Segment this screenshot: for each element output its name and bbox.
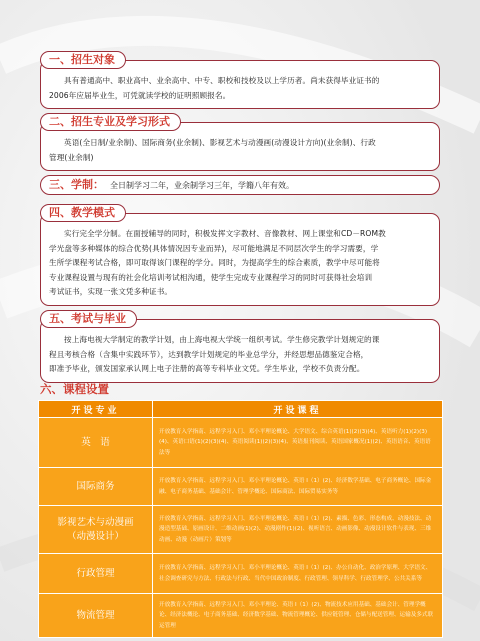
course-table — [38, 400, 443, 638]
text-line: 管理(业余制) — [49, 152, 94, 162]
text-line: 2006年应届毕业生，可凭就读学校的证明照顾报名。 — [49, 90, 231, 100]
course-list: 开放教育入学指南、远程学习入门、邓小平理论概论、英语 I（1）(2)、经济数学基础、电子商务概论、国际金融、电子商务基础、基础会计、管理学概论、国际商法、国际贸易实务等 — [153, 468, 443, 506]
section-exam-graduation — [40, 307, 440, 383]
course-list: 开放教育入学指南、远程学习入门、邓小平理论概论、英语 I（1）(2)、素描、色彩、形态构成、动漫技法、动漫造型基础、原画设计、二维动画(1)(2)、动漫剧作(1)(2)、视听语言、动画影像、动漫设计软件与表现、三维动画、动漫（动画片）策划等 — [153, 506, 443, 554]
course-list: 开放教育入学指南、远程学习入门、邓小平理论、英语 I（1）(2)、物流技术应用基础、基础会计、管理学概论、经济法概论、电子商务基础、经济数学基础、物流管理概论、供应链管理、仓储与配送管理、运输及多式联运管理 — [153, 594, 443, 638]
text-line: 程且考核合格（含集中实践环节），达到教学计划规定的毕业总学分，并经思想品德鉴定合格， — [49, 349, 369, 359]
major-name: 物流管理 — [39, 594, 153, 638]
section-enrollment-target — [40, 48, 440, 109]
section-heading: 五、考试与毕业 — [40, 310, 137, 328]
text-line: 按上海电视大学制定的教学计划，由上海电视大学统一组织考试。学生修完教学计划规定的课 — [64, 335, 380, 344]
header-courses: 开设课程 — [153, 401, 443, 418]
section-heading: 二、招生专业及学习形式 — [40, 113, 181, 131]
section-heading: 三、学制： — [49, 178, 104, 191]
section-duration — [40, 175, 440, 195]
text-line: 学光盘等多种媒体的综合优势(具体情况因专业而异)，尽可能地满足不同层次学生的学习需要，学 — [49, 243, 379, 253]
text-line: 考试证书，实现一张文凭多种证书。 — [49, 287, 173, 296]
course-list: 开放教育入学指南、远程学习入门、邓小平理论概论、大学语文、综合英语(1)(2)(3)(4)、英语听力(1)(2)(3)(4)、英语口语(1)(2)(3)(4)、英语阅读(1)(2)(3)(4)、英语报刊阅读、英语国家概况(1)(2)、英语语音、英语语法等 — [153, 418, 443, 468]
section-majors — [40, 110, 440, 171]
section-body — [40, 319, 440, 383]
section-body — [40, 213, 440, 306]
table-row — [39, 554, 443, 594]
table-row — [39, 468, 443, 506]
section-text: 全日制学习二年，业余制学习三年，学籍八年有效。 — [110, 181, 294, 190]
section-heading: 一、招生对象 — [40, 51, 126, 69]
table-row — [39, 506, 443, 554]
header-major: 开设专业 — [39, 401, 153, 418]
text-line: 即准予毕业，颁发国家承认网上电子注册的高等专科毕业文凭。学生毕业，学校不负责分配。 — [49, 364, 365, 373]
courses-heading: 六、课程设置 — [40, 382, 109, 396]
course-list: 开放教育入学指南、远程学习入门、邓小平理论概论、英语 I（1）(2)、办公自动化、政治学原理、大学语文、社会调查研究与方法、行政法与行政、当代中国政治制度、行政管理、领导科学、行政管理学、公共关系等 — [153, 554, 443, 594]
major-name: 影视艺术与动漫画 （动漫设计） — [39, 506, 153, 554]
text-line: 英语(全日制/业余制)、国际商务(业余制)、影视艺术与动漫画(动漫设计方向)(业余制)、行政 — [64, 138, 376, 147]
section-heading: 四、教学模式 — [40, 204, 126, 222]
table-header-row — [39, 401, 443, 418]
table-row — [39, 594, 443, 638]
text-line: 生所学课程考试合格，即可取得该门课程的学分。同时，为提高学生的综合素质，教学中尽可能将 — [49, 258, 380, 267]
text-line: 专业课程设置与现有的社会化培训考试相沟通，使学生完成专业课程学习的同时可获得社会培训 — [49, 272, 373, 282]
major-name: 英 语 — [39, 418, 153, 468]
table-row — [39, 418, 443, 468]
major-name: 行政管理 — [39, 554, 153, 594]
text-line: 具有普通高中、职业高中、业余高中、中专、职校和技校及以上学历者。尚未获得毕业证书的 — [64, 76, 380, 85]
text-line: 实行完全学分制。在面授辅导的同时，积极发挥文字教材、音像教材、网上课堂和CD－ROM教 — [64, 229, 386, 238]
section-teaching-model — [40, 201, 440, 306]
major-name: 国际商务 — [39, 468, 153, 506]
